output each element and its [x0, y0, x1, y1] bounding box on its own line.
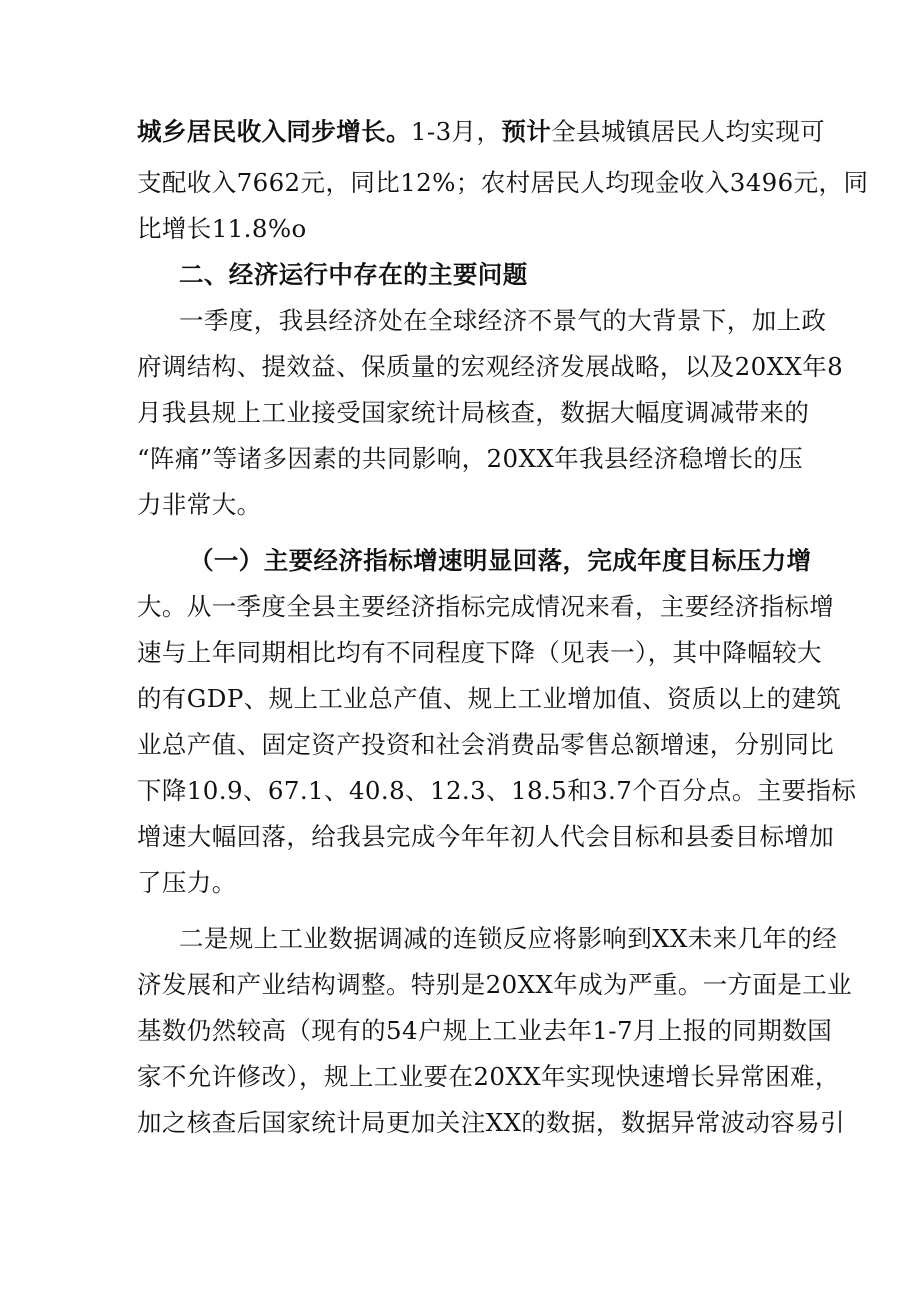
text-period: 1-3月，: [410, 117, 502, 146]
text-continuation: 全县城镇居民人均实现可: [551, 117, 826, 146]
paragraph-line-12: 速与上年同期相比均有不同程度下降（见表一），其中降幅较大: [137, 638, 822, 667]
bold-phrase-estimate: 预计: [501, 117, 552, 146]
paragraph-line-1: [137, 117, 825, 147]
bold-phrase-income-growth: 城乡居民收入同步增长。: [137, 117, 411, 146]
paragraph-line-6: 府调结构、提效益、保质量的宏观经济发展战略，以及20XX年8: [137, 352, 844, 381]
paragraph-line-17: 了压力。: [137, 868, 237, 897]
paragraph-line-20: 基数仍然较高（现有的54户规上工业去年1-7月上报的同期数国: [137, 1016, 833, 1045]
paragraph-line-18: 二是规上工业数据调减的连锁反应将影响到XX未来几年的经: [179, 924, 838, 953]
paragraph-line-22: 加之核查后国家统计局更加关注XX的数据，数据异常波动容易引: [137, 1108, 845, 1137]
paragraph-line-9: 力非常大。: [137, 490, 262, 519]
section-heading-main-problems: 二、经济运行中存在的主要问题: [179, 260, 528, 289]
paragraph-line-7: 月我县规上工业接受国家统计局核查，数据大幅度调减带来的: [137, 398, 810, 427]
paragraph-line-15: 下降10.9、67.1、40.8、12.3、18.5和3.7个百分点。主要指标: [137, 776, 857, 805]
paragraph-line-14: 业总产值、固定资产投资和社会消费品零售总额增速，分别同比: [137, 730, 835, 759]
paragraph-line-5: 一季度，我县经济处在全球经济不景气的大背景下，加上政: [179, 306, 827, 335]
paragraph-line-19: 济发展和产业结构调整。特别是20XX年成为严重。一方面是工业: [137, 970, 853, 999]
subheading-indicator-slowdown: （一）主要经济指标增速明显回落，完成年度目标压力增: [189, 546, 812, 575]
paragraph-line-2: 支配收入7662元，同比12%；农村居民人均现金收入3496元，同: [137, 168, 869, 197]
paragraph-line-8: “阵痛”等诸多因素的共同影响，20XX年我县经济稳增长的压: [137, 444, 804, 473]
paragraph-line-3: 比增长11.8%o: [137, 214, 307, 243]
paragraph-line-13: 的有GDP、规上工业总产值、规上工业增加值、资质以上的建筑: [137, 684, 842, 713]
paragraph-line-21: 家不允许修改），规上工业要在20XX年实现快速增长异常困难，: [137, 1062, 840, 1091]
paragraph-line-11: 大。从一季度全县主要经济指标完成情况来看，主要经济指标增: [137, 592, 835, 621]
paragraph-line-16: 增速大幅回落，给我县完成今年年初人代会目标和县委目标增加: [137, 822, 835, 851]
